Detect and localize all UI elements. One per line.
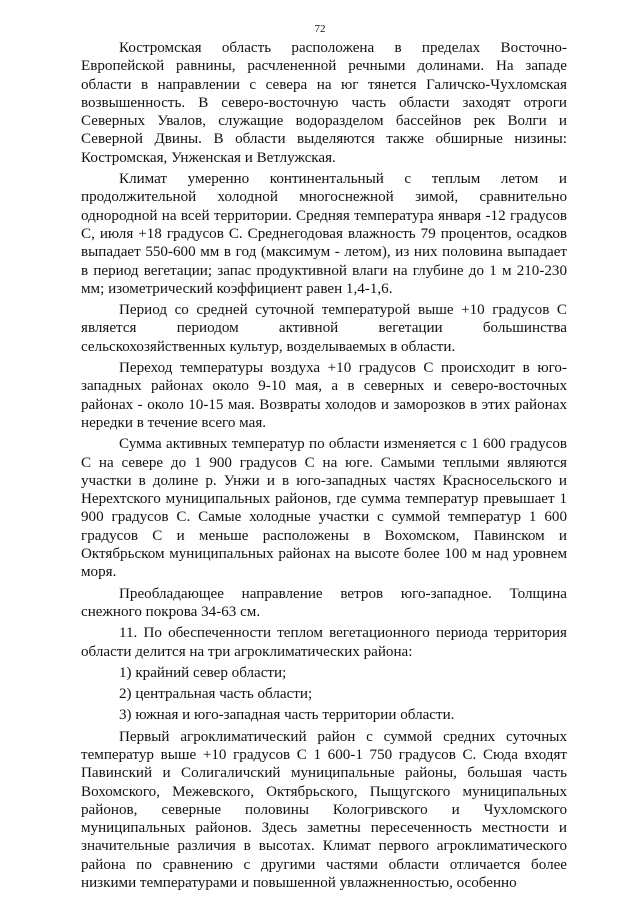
- paragraph-active-vegetation: Период со средней суточной температурой выше +10 градусов С является периодом активной вегетации большинства сельскохозяйственных культур, возделываемых в области.: [81, 302, 567, 355]
- paragraph-winds-snow: Преобладающее направление ветров юго-западное. Толщина снежного покрова 34-63 см.: [81, 585, 567, 620]
- page-number: 72: [314, 23, 326, 35]
- paragraph-active-temperatures-sum: Сумма активных температур по области изменяется с 1 600 градусов С на севере до 1 900 градусов С на юге. Самыми теплыми являются участки в долине р. Унжи и в юго-западных частях Красносельского и Нерехтского муниципальных районов, где сумма температур превышает 1 900 градусов С. Самые холодные участки с суммой температур 1 600 градусов С и меньше расположены в Вохомском, Павинском и Октябрьском муниципальных районах на высоте более 100 м над уровнем моря.: [81, 436, 567, 581]
- list-item-region-3: 3) южная и юго-западная часть территории области.: [119, 707, 455, 724]
- paragraph-relief: Костромская область расположена в пределах Восточно-Европейской равнины, расчлененной речными долинами. На западе области в направлении с севера на юг тянется Галичско-Чухломская возвышенность. В северо-восточную часть области заходят отроги Северных Увалов, служащие водоразделом бассейнов рек Волги и Северной Двины. В области выделяются также обширные низины: Костромская, Унженская и Ветлужская.: [81, 40, 567, 166]
- paragraph-climate: Климат умеренно континентальный с теплым летом и продолжительной холодной многоснежной зимой, сравнительно однородной на всей территории. Средняя температура января -12 градусов С, июля +18 градусов С. Среднегодовая влажность 79 процентов, осадков выпадает 550-600 мм в год (максимум - летом), из них половина выпадает в период вегетации; запас продуктивной влаги на глубине до 1 м 210-230 мм; изометрический коэффициент равен 1,4-1,6.: [81, 171, 567, 297]
- list-item-region-1: 1) крайний север области;: [119, 664, 287, 681]
- document-body: [81, 39, 567, 892]
- list-item-region-2: 2) центральная часть области;: [119, 686, 313, 703]
- paragraph-first-region: Первый агроклиматический район с суммой средних суточных температур выше +10 градусов С 1 600-1 750 градусов С. Сюда входят Павинский и Солигаличский муниципальные районы, большая часть Вохомского, Межевского, Октябрьского, Пыщугского муниципальных районов, северные половины Кологривского и Чухломского муниципальных районов. Здесь заметны пересеченность местности и значительные различия в высотах. Климат первого агроклиматического района по сравнению с другими частями области отличается более низкими температурами и повышенной увлажненностью, особенно: [81, 728, 567, 892]
- paragraph-temperature-transition: Переход температуры воздуха +10 градусов С происходит в юго-западных районах около 9-10 мая, а в северных и северо-восточных районах - около 10-15 мая. Возвраты холодов и заморозков в этих районах нередки в течение всего мая.: [81, 360, 567, 431]
- paragraph-agroclimatic-regions: 11. По обеспеченности теплом вегетационного периода территория области делится на три агроклиматических района:: [81, 625, 567, 660]
